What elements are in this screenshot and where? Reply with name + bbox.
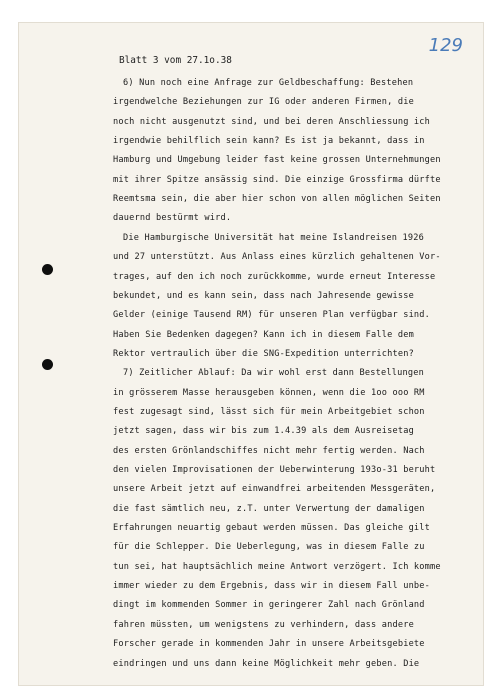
text-line: irgendwie behilflich sein kann? Es ist ja bekannt, dass in (113, 136, 425, 147)
text-line: den vielen Improvisationen der Ueberwinterung 193o-31 beruht (113, 465, 436, 475)
page-number: 129 (428, 35, 463, 56)
text-line: tun sei, hat hauptsächlich meine Antwort verzögert. Ich komme (113, 561, 441, 572)
text-line: und 27 unterstützt. Aus Anlass eines kürzlich gehaltenen Vor- (113, 252, 441, 263)
text-line: noch nicht ausgenutzt sind, und bei deren Anschliessung ich (113, 116, 431, 127)
text-line: bekundet, und es kann sein, dass nach Jahresende gewisse (113, 290, 414, 301)
sheet-header: Blatt 3 vom 27.1o.38 (119, 55, 232, 66)
text-line: fest zugesagt sind, lässt sich für mein Arbeitgebiet schon (113, 406, 425, 417)
text-line: jetzt sagen, dass wir bis zum 1.4.39 als dem Ausreisetag (113, 426, 414, 437)
text-line: eindringen und uns dann keine Möglichkeit mehr geben. Die (113, 658, 420, 669)
text-line: unsere Arbeit jetzt auf einwandfrei arbeitenden Messgeräten, (113, 484, 436, 495)
text-line: Rektor vertraulich über die SNG-Expedition unterrichten? (113, 348, 414, 359)
text-line: 6) Nun noch eine Anfrage zur Geldbeschaffung: Bestehen (123, 78, 414, 88)
text-line: dauernd bestürmt wird. (113, 213, 232, 224)
text-line: die fast sämtlich neu, z.T. unter Verwertung der damaligen (113, 503, 425, 514)
punch-hole-upper (42, 264, 53, 275)
document-page (18, 22, 484, 686)
text-line: für die Schlepper. Die Ueberlegung, was in diesem Falle zu (113, 542, 425, 553)
text-line: Reemtsma sein, die aber hier schon von allen möglichen Seiten (113, 194, 441, 205)
text-line: dingt im kommenden Sommer in geringerer Zahl nach Grönland (113, 600, 425, 611)
text-line: mit ihrer Spitze ansässig sind. Die einzige Grossfirma dürfte (113, 174, 441, 185)
text-line: Forscher gerade in kommenden Jahr in unsere Arbeitsgebiete (113, 639, 425, 650)
text-line: des ersten Grönlandschiffes nicht mehr fertig werden. Nach (113, 445, 425, 456)
text-line: Haben Sie Bedenken dagegen? Kann ich in diesem Falle dem (113, 329, 414, 340)
text-line: Hamburg und Umgebung leider fast keine grossen Unternehmungen (113, 155, 441, 166)
punch-hole-lower (42, 359, 53, 370)
text-line: irgendwelche Beziehungen zur IG oder anderen Firmen, die (113, 97, 414, 108)
text-line: Gelder (einige Tausend RM) für unseren Plan verfügbar sind. (113, 310, 431, 321)
text-line: fahren müssten, um wenigstens zu verhindern, dass andere (113, 619, 414, 630)
text-line: Die Hamburgische Universität hat meine Islandreisen 1926 (123, 232, 424, 243)
text-line: 7) Zeitlicher Ablauf: Da wir wohl erst dann Bestellungen (123, 368, 424, 379)
text-line: trages, auf den ich noch zurückkomme, wurde erneut Interesse (113, 271, 436, 282)
text-line: in grösserem Masse herausgeben können, wenn die 1oo ooo RM (113, 387, 425, 398)
text-line: Erfahrungen neuartig gebaut werden müssen. Das gleiche gilt (113, 523, 431, 534)
text-line: immer wieder zu dem Ergebnis, dass wir in diesem Fall unbe- (113, 581, 431, 592)
